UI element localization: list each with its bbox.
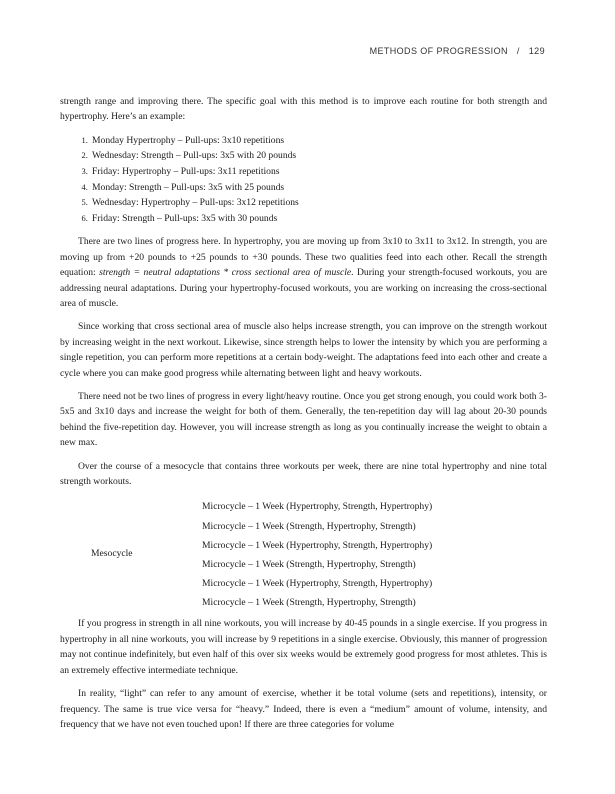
mesocycle-table [60,497,547,612]
example-workout-list [60,133,547,227]
list-item: 1. Monday Hypertrophy – Pull-ups: 3x10 repetitions [90,133,547,149]
list-item: 5. Wednesday: Hypertrophy – Pull-ups: 3x12 repetitions [90,195,547,211]
microcycle-row: Microcycle – 1 Week (Hypertrophy, Strength, Hypertrophy) [202,501,433,513]
progress-text-before: There are two lines of progress here. In hypertrophy, you are moving up from 3x10 to 3x11 to 3x12. In strength, you are moving up from +20 pounds to +25 pounds to +30 pounds. These two qualities feed into each other. Recall the strength equation: [60,236,547,279]
strength-equation: strength = neutral adaptations * cross sectional area of muscle [99,267,352,279]
cross-section-paragraph: Since working that cross sectional area of muscle also helps increase strength, you can improve on the strength workout by increasing weight in the next workout. Likewise, since strength helps to lower the intensity by which you are performing a single repetition, you can perform more repetitions at a certain body-weight. The adaptations feed into each other and create a cycle where you can make good progress while alternating between light and heavy workouts. [60,321,547,379]
mesocycle-label: Mesocycle [91,548,133,560]
running-header [370,46,545,56]
list-item: 4. Monday: Strength – Pull-ups: 3x5 with 25 pounds [90,180,547,196]
page-body [60,94,547,740]
two-lines-paragraph: There need not be two lines of progress in every light/heavy routine. Once you get strong enough, you could work both 3-5x5 and 3x10 days and increase the weight for both of them. Generally, the ten-repetition day will lag about 20-30 pounds behind the five-repetition day. However, you will increase strength as long as you continually increase the weight to obtain a new max. [60,391,547,449]
progress-text-after: . During your strength-focused workouts, you are addressing neural adaptations. During your hypertrophy-focused workouts, you are working on increasing the cross-sectional area of muscle. [60,267,547,309]
microcycle-row: Microcycle – 1 Week (Hypertrophy, Strength, Hypertrophy) [202,577,433,589]
list-item: 2. Wednesday: Strength – Pull-ups: 3x5 with 20 pounds [90,148,547,164]
light-heavy-paragraph: In reality, “light” can refer to any amount of exercise, whether it be total volume (sets and repetitions), intensity, or frequency. The same is true vice versa for “heavy.” Indeed, there is even a “medium” amount of volume, intensity, and frequency that we have not even touched upon! If there are three categories for volume [60,688,547,730]
microcycle-list [202,497,432,612]
list-item: 6. Friday: Strength – Pull-ups: 3x5 with 30 pounds [90,211,547,227]
header-separator: / [516,46,520,56]
mesocycle-paragraph: Over the course of a mesocycle that contains three workouts per week, there are nine total hypertrophy and nine total strength workouts. [60,460,547,488]
page-number: 129 [528,46,545,56]
microcycle-row: Microcycle – 1 Week (Strength, Hypertrophy, Strength) [202,520,416,532]
progress-paragraph [60,234,547,311]
microcycle-row: Microcycle – 1 Week (Strength, Hypertrophy, Strength) [202,558,416,570]
running-title: METHODS OF PROGRESSION [369,46,508,56]
intro-paragraph: strength range and improving there. The specific goal with this method is to improve each routine for both strength and hypertrophy. Here’s an example: [60,96,547,123]
microcycle-row: Microcycle – 1 Week (Strength, Hypertrophy, Strength) [202,596,416,608]
nine-workouts-paragraph: If you progress in strength in all nine workouts, you will increase by 40-45 pounds in a single exercise. If you progress in hypertrophy in all nine workouts, you will increase by 9 repetitions in a single exercise. Obviously, this manner of progression may not continue indefinitely, but even half of this over six weeks would be extremely good progress for most athletes. This is an extremely effective intermediate technique. [60,618,547,676]
list-item: 3. Friday: Hypertrophy – Pull-ups: 3x11 repetitions [90,164,547,180]
microcycle-row: Microcycle – 1 Week (Hypertrophy, Strength, Hypertrophy) [202,539,433,551]
